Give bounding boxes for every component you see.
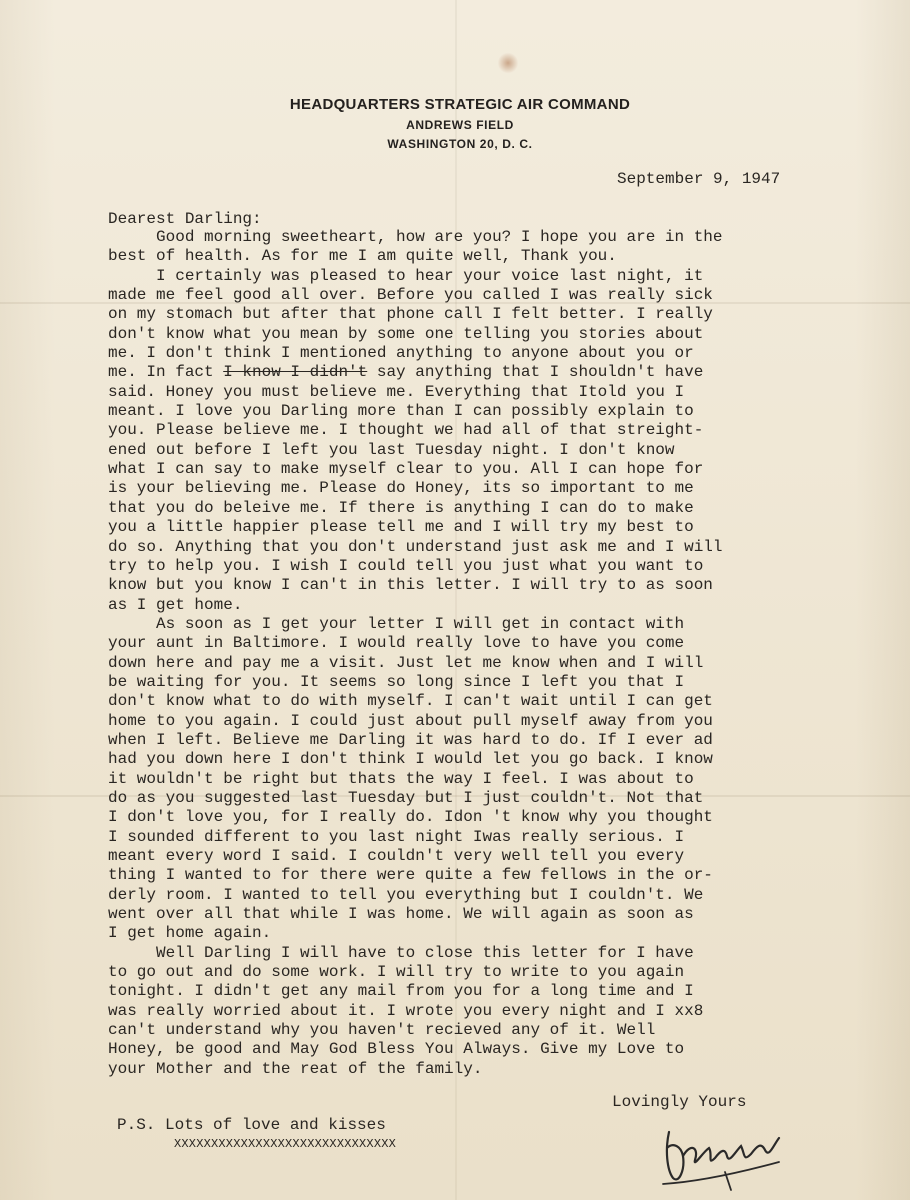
salutation: Dearest Darling:	[108, 210, 262, 228]
body-line: I certainly was pleased to hear your voice last night, it	[108, 266, 704, 285]
body-line: me. I don't think I mentioned anything to anyone about you or	[108, 344, 694, 363]
body-line: Honey, be good and May God Bless You Always. Give my Love to	[108, 1040, 685, 1059]
body-line: home to you again. I could just about pull myself away from you	[108, 711, 713, 730]
body-line: was really worried about it. I wrote you every night and I xx8	[108, 1001, 704, 1020]
body-line: is your believing me. Please do Honey, its so important to me	[108, 479, 694, 498]
handwritten-signature	[655, 1112, 815, 1197]
signature-icon	[655, 1112, 815, 1192]
body-line: when I left. Believe me Darling it was hard to do. If I ever ad	[108, 730, 713, 749]
body-line: try to help you. I wish I could tell you just what you want to	[108, 556, 704, 575]
body-line: Good morning sweetheart, how are you? I hope you are in the	[108, 228, 723, 246]
body-line: I don't love you, for I really do. Idon 't know why you thought	[108, 808, 713, 827]
body-line: do as you suggested last Tuesday but I just couldn't. Not that	[108, 788, 704, 807]
letterhead-organization: HEADQUARTERS STRATEGIC AIR COMMAND	[289, 96, 631, 113]
body-line: As soon as I get your letter I will get in contact with	[108, 614, 685, 633]
body-line: ened out before I left you last Tuesday night. I don't know	[108, 440, 675, 459]
body-line: can't understand why you haven't recieved any of it. Well	[108, 1021, 656, 1040]
body-line: do so. Anything that you don't understand just ask me and I will	[108, 537, 723, 556]
body-line: Well Darling I will have to close this letter for I have	[108, 943, 694, 962]
body-line: don't know what to do with myself. I can't wait until I can get	[108, 692, 713, 711]
body-line: meant every word I said. I couldn't very well tell you every	[108, 847, 685, 865]
body-line-strikethrough	[108, 363, 858, 382]
body-line: tonight. I didn't get any mail from you for a long time and I	[108, 982, 694, 1001]
struck-text: I know I didn't	[223, 363, 368, 382]
body-line: don't know what you mean by some one telling you stories about	[108, 324, 704, 343]
postscript: P.S. Lots of love and kisses	[117, 1116, 386, 1134]
body-line: what I can say to make myself clear to you. All I can hope for	[108, 460, 704, 479]
body-line: as I get home.	[108, 595, 243, 614]
text-before-strike: me. In fact	[108, 363, 224, 382]
body-line: it wouldn't be right but thats the way I feel. I was about to	[108, 769, 694, 788]
body-line: meant. I love you Darling more than I can possibly explain to	[108, 402, 694, 421]
body-line: derly room. I wanted to tell you everything but I couldn't. We	[108, 885, 704, 904]
body-line: you a little happier please tell me and I will try my best to	[108, 518, 694, 537]
body-line: thing I wanted to for there were quite a few fellows in the or-	[108, 866, 713, 885]
letter-body	[108, 228, 858, 1079]
body-line: went over all that while I was home. We will again as soon as	[108, 905, 694, 924]
letter-date: September 9, 1947	[617, 170, 781, 188]
body-line: your Mother and the reat of the family.	[108, 1059, 483, 1078]
body-line: said. Honey you must believe me. Everything that Itold you I	[108, 382, 685, 401]
closing: Lovingly Yours	[612, 1093, 747, 1111]
stain-mark	[498, 52, 518, 74]
body-line: had you down here I don't think I would let you go back. I know	[108, 750, 713, 769]
body-line: your aunt in Baltimore. I would really love to have you come	[108, 634, 685, 653]
body-line: made me feel good all over. Before you called I was really sick	[108, 286, 713, 305]
body-line: that you do beleive me. If there is anything I can do to make	[108, 498, 694, 517]
body-line: know but you know I can't in this letter. I will try to as soon	[108, 576, 713, 595]
body-line: best of health. As for me I am quite well, Thank you.	[108, 247, 617, 266]
body-line: you. Please believe me. I thought we had all of that streight-	[108, 421, 704, 440]
body-line: I sounded different to you last night Iwas really serious. I	[108, 827, 685, 846]
text-after-strike: say anything that I shouldn't have	[367, 363, 704, 382]
kisses-row: XXXXXXXXXXXXXXXXXXXXXXXXXXXXXX	[174, 1137, 397, 1151]
body-line: down here and pay me a visit. Just let me know when and I will	[108, 653, 704, 672]
body-line: to go out and do some work. I will try to write to you again	[108, 963, 685, 982]
body-line: be waiting for you. It seems so long since I left you that I	[108, 672, 685, 691]
body-line: I get home again.	[108, 924, 272, 943]
letterhead-city: WASHINGTON 20, D. C.	[387, 137, 533, 151]
body-line: on my stomach but after that phone call I felt better. I really	[108, 305, 713, 324]
letterhead-location: ANDREWS FIELD	[406, 118, 514, 132]
